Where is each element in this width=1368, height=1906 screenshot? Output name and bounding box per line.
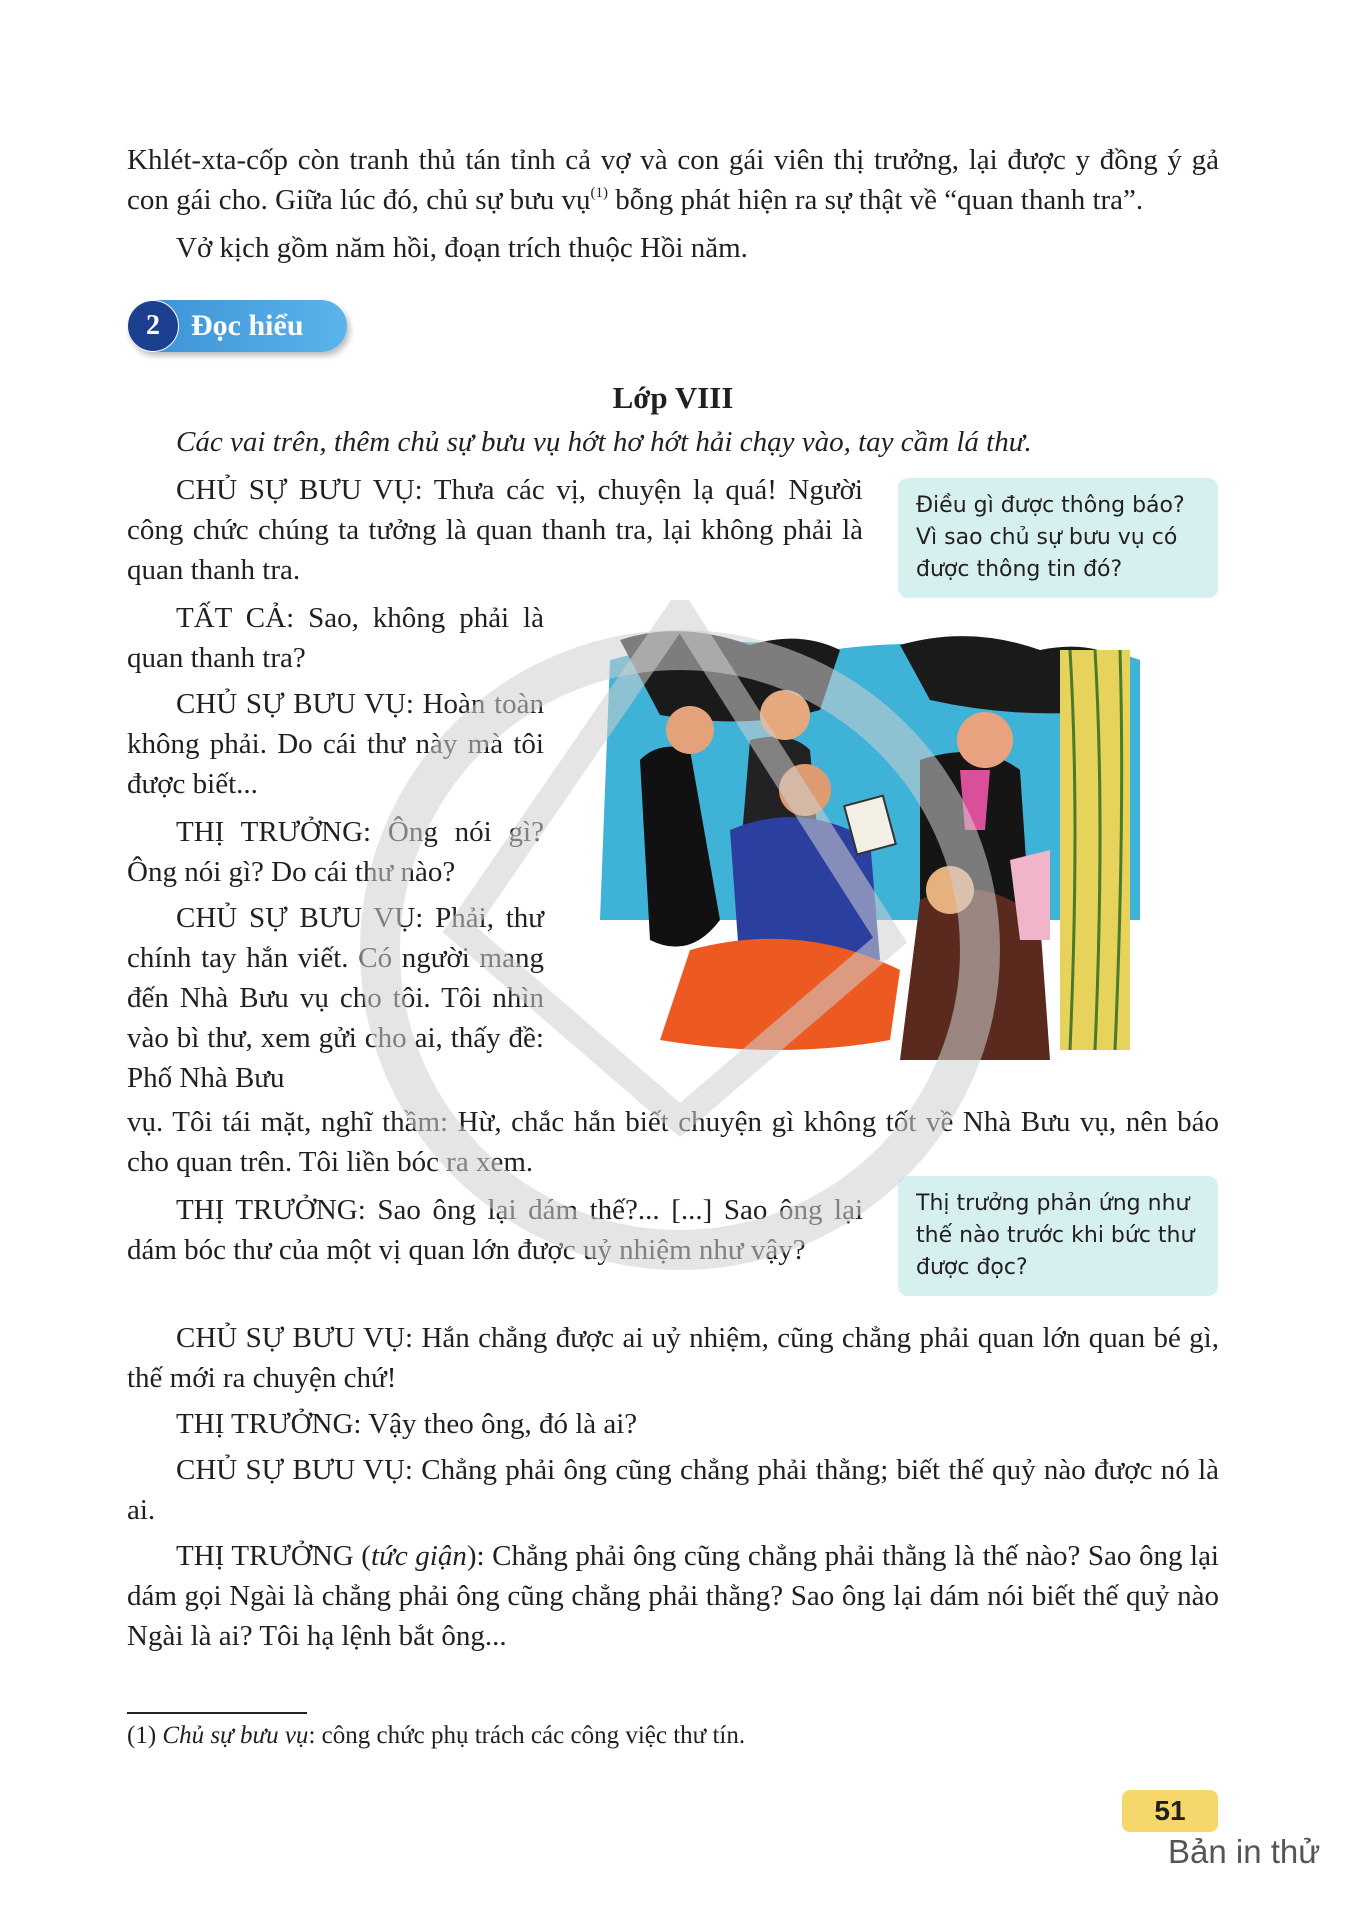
dialogue-4: THỊ TRƯỞNG: Ông nói gì? Ông nói gì? Do cái thư nào? — [127, 816, 544, 888]
scene-title: Lớp VIII — [612, 380, 734, 415]
section-heading — [127, 300, 347, 352]
footnote-rule — [127, 1712, 307, 1714]
dialogue-8: THỊ TRƯỞNG: Vậy theo ông, đó là ai? — [176, 1408, 638, 1440]
dialogue-7: CHỦ SỰ BƯU VỤ: Hắn chẳng được ai uỷ nhiệm, cũng chẳng phải quan lớn quan bé gì, thế mới ra chuyện chứ! — [127, 1322, 1219, 1394]
dialogue-5a: CHỦ SỰ BƯU VỤ: Phải, thư chính tay hắn viết. Có người mang đến Nhà Bưu vụ cho tôi. Tôi nhìn vào bì thư, xem gửi cho ai, thấy đề: Phố Nhà Bưu — [127, 902, 544, 1094]
scene-illustration — [600, 620, 1140, 1065]
proof-label: Bản in thử — [1168, 1833, 1321, 1870]
dialogue-10: THỊ TRƯỞNG (tức giận): Chẳng phải ông cũng chẳng phải thằng là thế nào? Sao ông lại dám gọi Ngài là chẳng phải ông cũng chẳng phải thằng? Sao ông lại dám nói biết thế quỷ nào Ngài là ai? Tôi hạ lệnh bắt ông... — [127, 1540, 1219, 1652]
footnote-ref[interactable]: (1) — [590, 185, 609, 201]
dialogue-5b: vụ. Tôi tái mặt, nghĩ thầm: Hừ, chắc hắn biết chuyện gì không tốt về Nhà Bưu vụ, nên báo cho quan trên. Tôi liền bóc ra xem. — [127, 1106, 1219, 1178]
stage-direction: Các vai trên, thêm chủ sự bưu vụ hớt hơ hớt hải chạy vào, tay cầm lá thư. — [176, 426, 1032, 458]
section-number: 2 — [127, 300, 179, 352]
dialogue-9: CHỦ SỰ BƯU VỤ: Chẳng phải ông cũng chẳng phải thằng; biết thế quỷ nào được nó là ai. — [127, 1454, 1219, 1526]
dialogue-6: THỊ TRƯỞNG: Sao ông lại dám thế?... [...] Sao ông lại dám bóc thư của một vị quan lớn được uỷ nhiệm như vậy? — [127, 1194, 863, 1266]
dialogue-1: CHỦ SỰ BƯU VỤ: Thưa các vị, chuyện lạ quá! Người công chức chúng ta tưởng là quan thanh tra, lại không phải là quan thanh tra. — [127, 474, 863, 586]
intro-paragraph-2: Vở kịch gồm năm hồi, đoạn trích thuộc Hồi năm. — [176, 232, 748, 264]
side-note-question-1: Điều gì được thông báo? Vì sao chủ sự bưu vụ có được thông tin đó? — [898, 478, 1218, 598]
side-note-question-2: Thị trưởng phản ứng như thế nào trước khi bức thư được đọc? — [898, 1176, 1218, 1296]
dialogue-2: TẤT CẢ: Sao, không phải là quan thanh tra? — [127, 602, 544, 674]
page-number: 51 — [1122, 1790, 1218, 1832]
dialogue-3: CHỦ SỰ BƯU VỤ: Hoàn toàn không phải. Do cái thư này mà tôi được biết... — [127, 688, 544, 800]
intro-paragraph: Khlét-xta-cốp còn tranh thủ tán tỉnh cả vợ và con gái viên thị trưởng, lại được y đồng ý gả con gái cho. Giữa lúc đó, chủ sự bưu vụ$^{(1)}$ bỗng phát hiện ra sự thật về “quan thanh tra”. — [127, 144, 1219, 216]
section-label: Đọc hiểu — [191, 309, 304, 342]
footnote: (1) Chủ sự bưu vụ: công chức phụ trách các công việc thư tín. — [127, 1722, 746, 1749]
